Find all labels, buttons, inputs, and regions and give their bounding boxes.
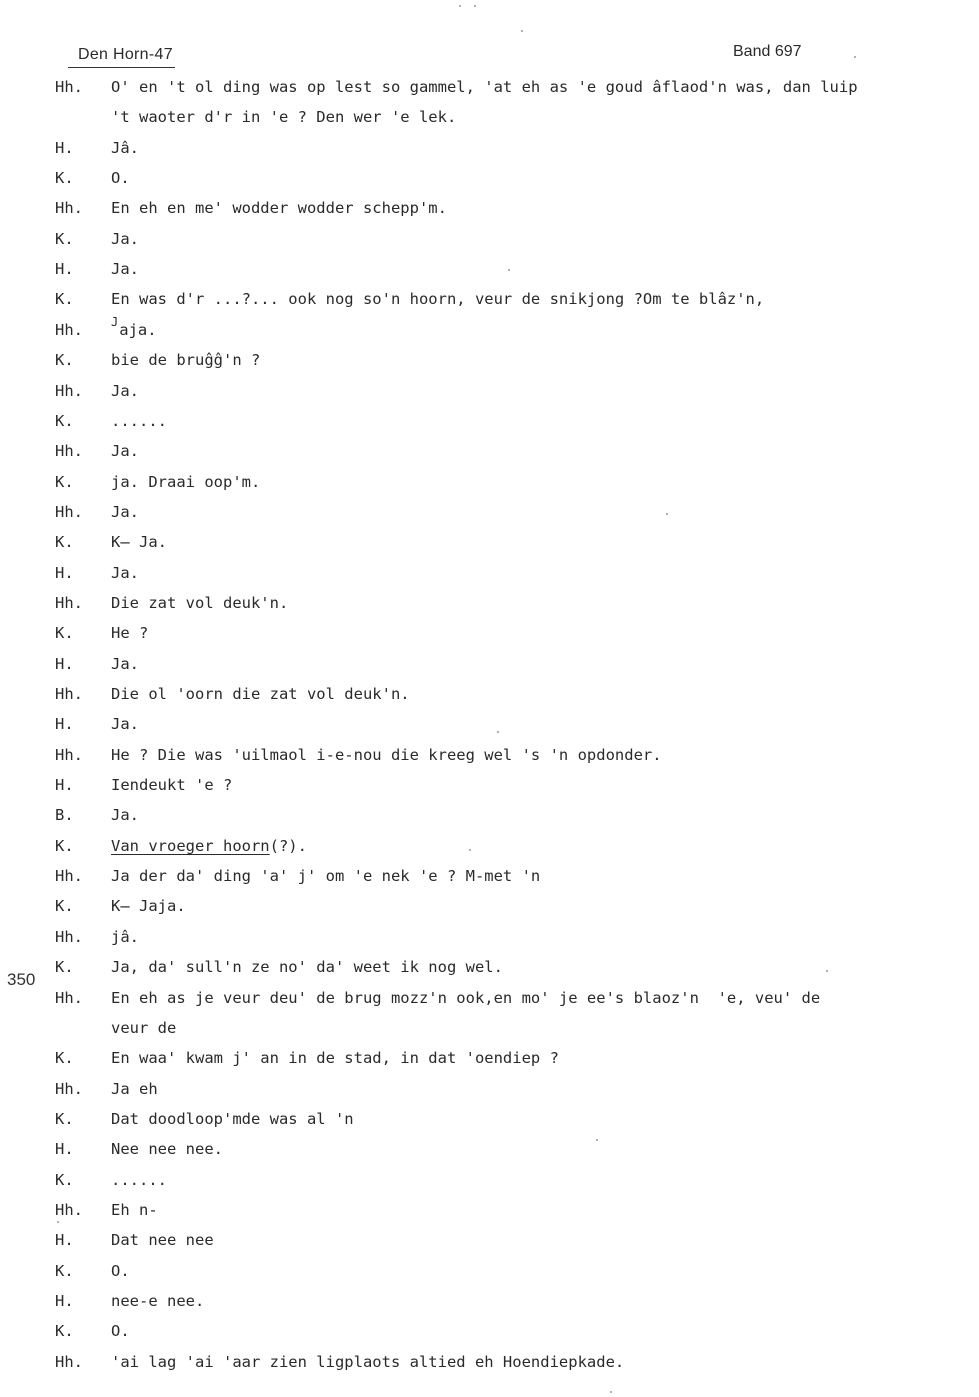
utterance-text (111, 836, 307, 856)
speaker-label: K. (55, 473, 74, 491)
utterance-text (111, 957, 503, 977)
utterance-content: veur de (111, 1019, 177, 1037)
utterance-content: Jâ. (111, 139, 139, 157)
utterance-text (111, 654, 139, 674)
utterance-content: Ja. (111, 564, 139, 582)
utterance-content: En waa' kwam j' an in de stad, in dat 'oendiep ? (111, 1049, 559, 1067)
utterance-content: Dat nee nee (111, 1231, 214, 1249)
utterance-content: Die ol 'oorn die zat vol deuk'n. (111, 685, 410, 703)
utterance-content: Ja. (111, 806, 139, 824)
utterance-text (111, 1018, 176, 1038)
speaker-label: K. (55, 169, 74, 187)
speaker-label: H. (55, 260, 74, 278)
utterance-text (111, 1170, 167, 1190)
utterance-text (111, 1200, 158, 1220)
speaker-label: Hh. (55, 382, 83, 400)
utterance-content: He ? Die was 'uilmaol i-e-nou die kreeg wel 's 'n opdonder. (111, 746, 662, 764)
utterance-content: He ? (111, 624, 149, 642)
utterance-text (111, 866, 540, 886)
utterance-text (111, 138, 139, 158)
speaker-label: Hh. (55, 442, 83, 460)
utterance-content: Iendeukt 'e ? (111, 776, 233, 794)
speaker-label: K. (55, 624, 74, 642)
utterance-text (111, 1352, 624, 1372)
utterance-content: En eh en me' wodder wodder schepp'm. (111, 199, 447, 217)
utterance-text (111, 289, 764, 309)
utterance-text (111, 1079, 158, 1099)
utterance-content: O. (111, 169, 130, 187)
utterance-content: ...... (111, 1171, 167, 1189)
utterance-content: O. (111, 1322, 130, 1340)
speaker-label: Hh. (55, 78, 83, 96)
scan-speck (610, 1391, 612, 1393)
utterance-text (111, 593, 288, 613)
speaker-label: Hh. (55, 503, 83, 521)
scan-speck (469, 849, 471, 851)
speaker-label: H. (55, 564, 74, 582)
utterance-content: Nee nee nee. (111, 1140, 223, 1158)
utterance-text (111, 805, 139, 825)
utterance-content: O' en 't ol ding was op lest so gammel, 'at eh as 'e goud âflaod'n was, dan luip (111, 78, 858, 96)
speaker-label: H. (55, 1292, 74, 1310)
scan-speck (854, 56, 856, 58)
utterance-text (111, 684, 410, 704)
utterance-content: Ja, da' sull'n ze no' da' weet ik nog wel. (111, 958, 503, 976)
utterance-text (111, 315, 157, 341)
utterance-text (111, 1048, 559, 1068)
speaker-label: K. (55, 1322, 74, 1340)
speaker-label: Hh. (55, 199, 83, 217)
utterance-content: Die zat vol deuk'n. (111, 594, 289, 612)
utterance-text (111, 896, 186, 916)
speaker-label: K. (55, 533, 74, 551)
title-underline (68, 67, 175, 68)
speaker-label: Hh. (55, 928, 83, 946)
speaker-label: H. (55, 1231, 74, 1249)
speaker-label: Hh. (55, 594, 83, 612)
scan-speck (596, 1139, 598, 1141)
utterance-text (111, 988, 820, 1008)
utterance-content: En was d'r ...?... ook nog so'n hoorn, veur de snikjong ?Om te blâz'n, (111, 290, 765, 308)
band-number: Band 697 (733, 43, 802, 60)
utterance-text (111, 502, 139, 522)
speaker-label: K. (55, 351, 74, 369)
margin-line-number: 350 (7, 970, 36, 989)
utterance-content: K̶ Jaja. (111, 897, 186, 915)
speaker-label: K. (55, 1171, 74, 1189)
superscript-mark: J (111, 315, 119, 329)
utterance-text (111, 532, 167, 552)
utterance-content: Ja der da' ding 'a' j' om 'e nek 'e ? M-met 'n (111, 867, 541, 885)
utterance-text (111, 1109, 354, 1129)
speaker-label: H. (55, 1140, 74, 1158)
utterance-text (111, 927, 139, 947)
speaker-label: Hh. (55, 1353, 83, 1371)
scan-speck (57, 1221, 59, 1223)
speaker-label: K. (55, 1262, 74, 1280)
utterance-text (111, 168, 130, 188)
utterance-text (111, 441, 139, 461)
speaker-label: K. (55, 958, 74, 976)
utterance-text (111, 350, 260, 370)
utterance-text (111, 714, 139, 734)
speaker-label: H. (55, 715, 74, 733)
speaker-label: H. (55, 139, 74, 157)
utterance-content: Ja. (111, 655, 139, 673)
speaker-label: Hh. (55, 1080, 83, 1098)
utterance-text (111, 623, 148, 643)
speaker-label: Hh. (55, 867, 83, 885)
utterance-text (111, 745, 662, 765)
speaker-label: K. (55, 230, 74, 248)
utterance-text (111, 1291, 204, 1311)
utterance-content: 'ai lag 'ai 'aar zien ligplaots altied eh Hoendiepkade. (111, 1353, 625, 1371)
speaker-label: K. (55, 897, 74, 915)
speaker-label: K. (55, 1049, 74, 1067)
speaker-label: Hh. (55, 685, 83, 703)
scan-speck (474, 5, 476, 7)
utterance-content: En eh as je veur deu' de brug mozz'n ook,en mo' je ee's blaoz'n 'e, veu' de (111, 989, 821, 1007)
utterance-text (111, 381, 139, 401)
scan-speck (508, 269, 510, 271)
utterance-content: ...... (111, 412, 167, 430)
utterance-content: Ja. (111, 503, 139, 521)
utterance-text (111, 229, 139, 249)
speaker-label: Hh. (55, 989, 83, 1007)
utterance-content: Ja eh (111, 1080, 158, 1098)
utterance-content: Dat doodloop'mde was al 'n (111, 1110, 354, 1128)
speaker-label: K. (55, 1110, 74, 1128)
utterance-text (111, 198, 447, 218)
utterance-text (111, 1230, 214, 1250)
scan-speck (459, 5, 461, 7)
speaker-label: K. (55, 290, 74, 308)
utterance-content: aja. (119, 321, 157, 339)
scan-speck (497, 731, 499, 733)
speaker-label: K. (55, 412, 74, 430)
utterance-text (111, 563, 139, 583)
utterance-content: jâ. (111, 928, 139, 946)
speaker-label: K. (55, 837, 74, 855)
utterance-content: Eh n- (111, 1201, 158, 1219)
utterance-content: bie de bruĝĝ'n ? (111, 351, 261, 369)
utterance-text (111, 1139, 223, 1159)
utterance-text (111, 472, 260, 492)
utterance-content: nee-e nee. (111, 1292, 205, 1310)
speaker-label: B. (55, 806, 74, 824)
utterance-content: Ja. (111, 715, 139, 733)
utterance-content: Ja. (111, 230, 139, 248)
speaker-label: H. (55, 776, 74, 794)
scan-speck (666, 513, 668, 515)
speaker-label: Hh. (55, 1201, 83, 1219)
utterance-text (111, 775, 232, 795)
utterance-content: 't waoter d'r in 'e ? Den wer 'e lek. (111, 108, 457, 126)
underlined-phrase: Van vroeger hoorn (111, 837, 270, 855)
utterance-content: (?). (269, 837, 307, 855)
utterance-content: O. (111, 1262, 130, 1280)
scan-speck (521, 30, 523, 32)
utterance-content: Ja. (111, 382, 139, 400)
utterance-content: K̶ Ja. (111, 533, 167, 551)
utterance-content: ja. Draai oop'm. (111, 473, 261, 491)
utterance-text (111, 77, 858, 97)
speaker-label: H. (55, 655, 74, 673)
utterance-content: Ja. (111, 442, 139, 460)
utterance-text (111, 411, 167, 431)
utterance-content: Ja. (111, 260, 139, 278)
utterance-text (111, 259, 139, 279)
speaker-label: Hh. (55, 321, 83, 339)
scan-speck (826, 970, 828, 972)
utterance-text (111, 1321, 130, 1341)
utterance-text (111, 1261, 130, 1281)
document-title (78, 46, 173, 64)
title-text: Den Horn-47 (78, 46, 173, 63)
speaker-label: Hh. (55, 746, 83, 764)
utterance-text (111, 107, 456, 127)
